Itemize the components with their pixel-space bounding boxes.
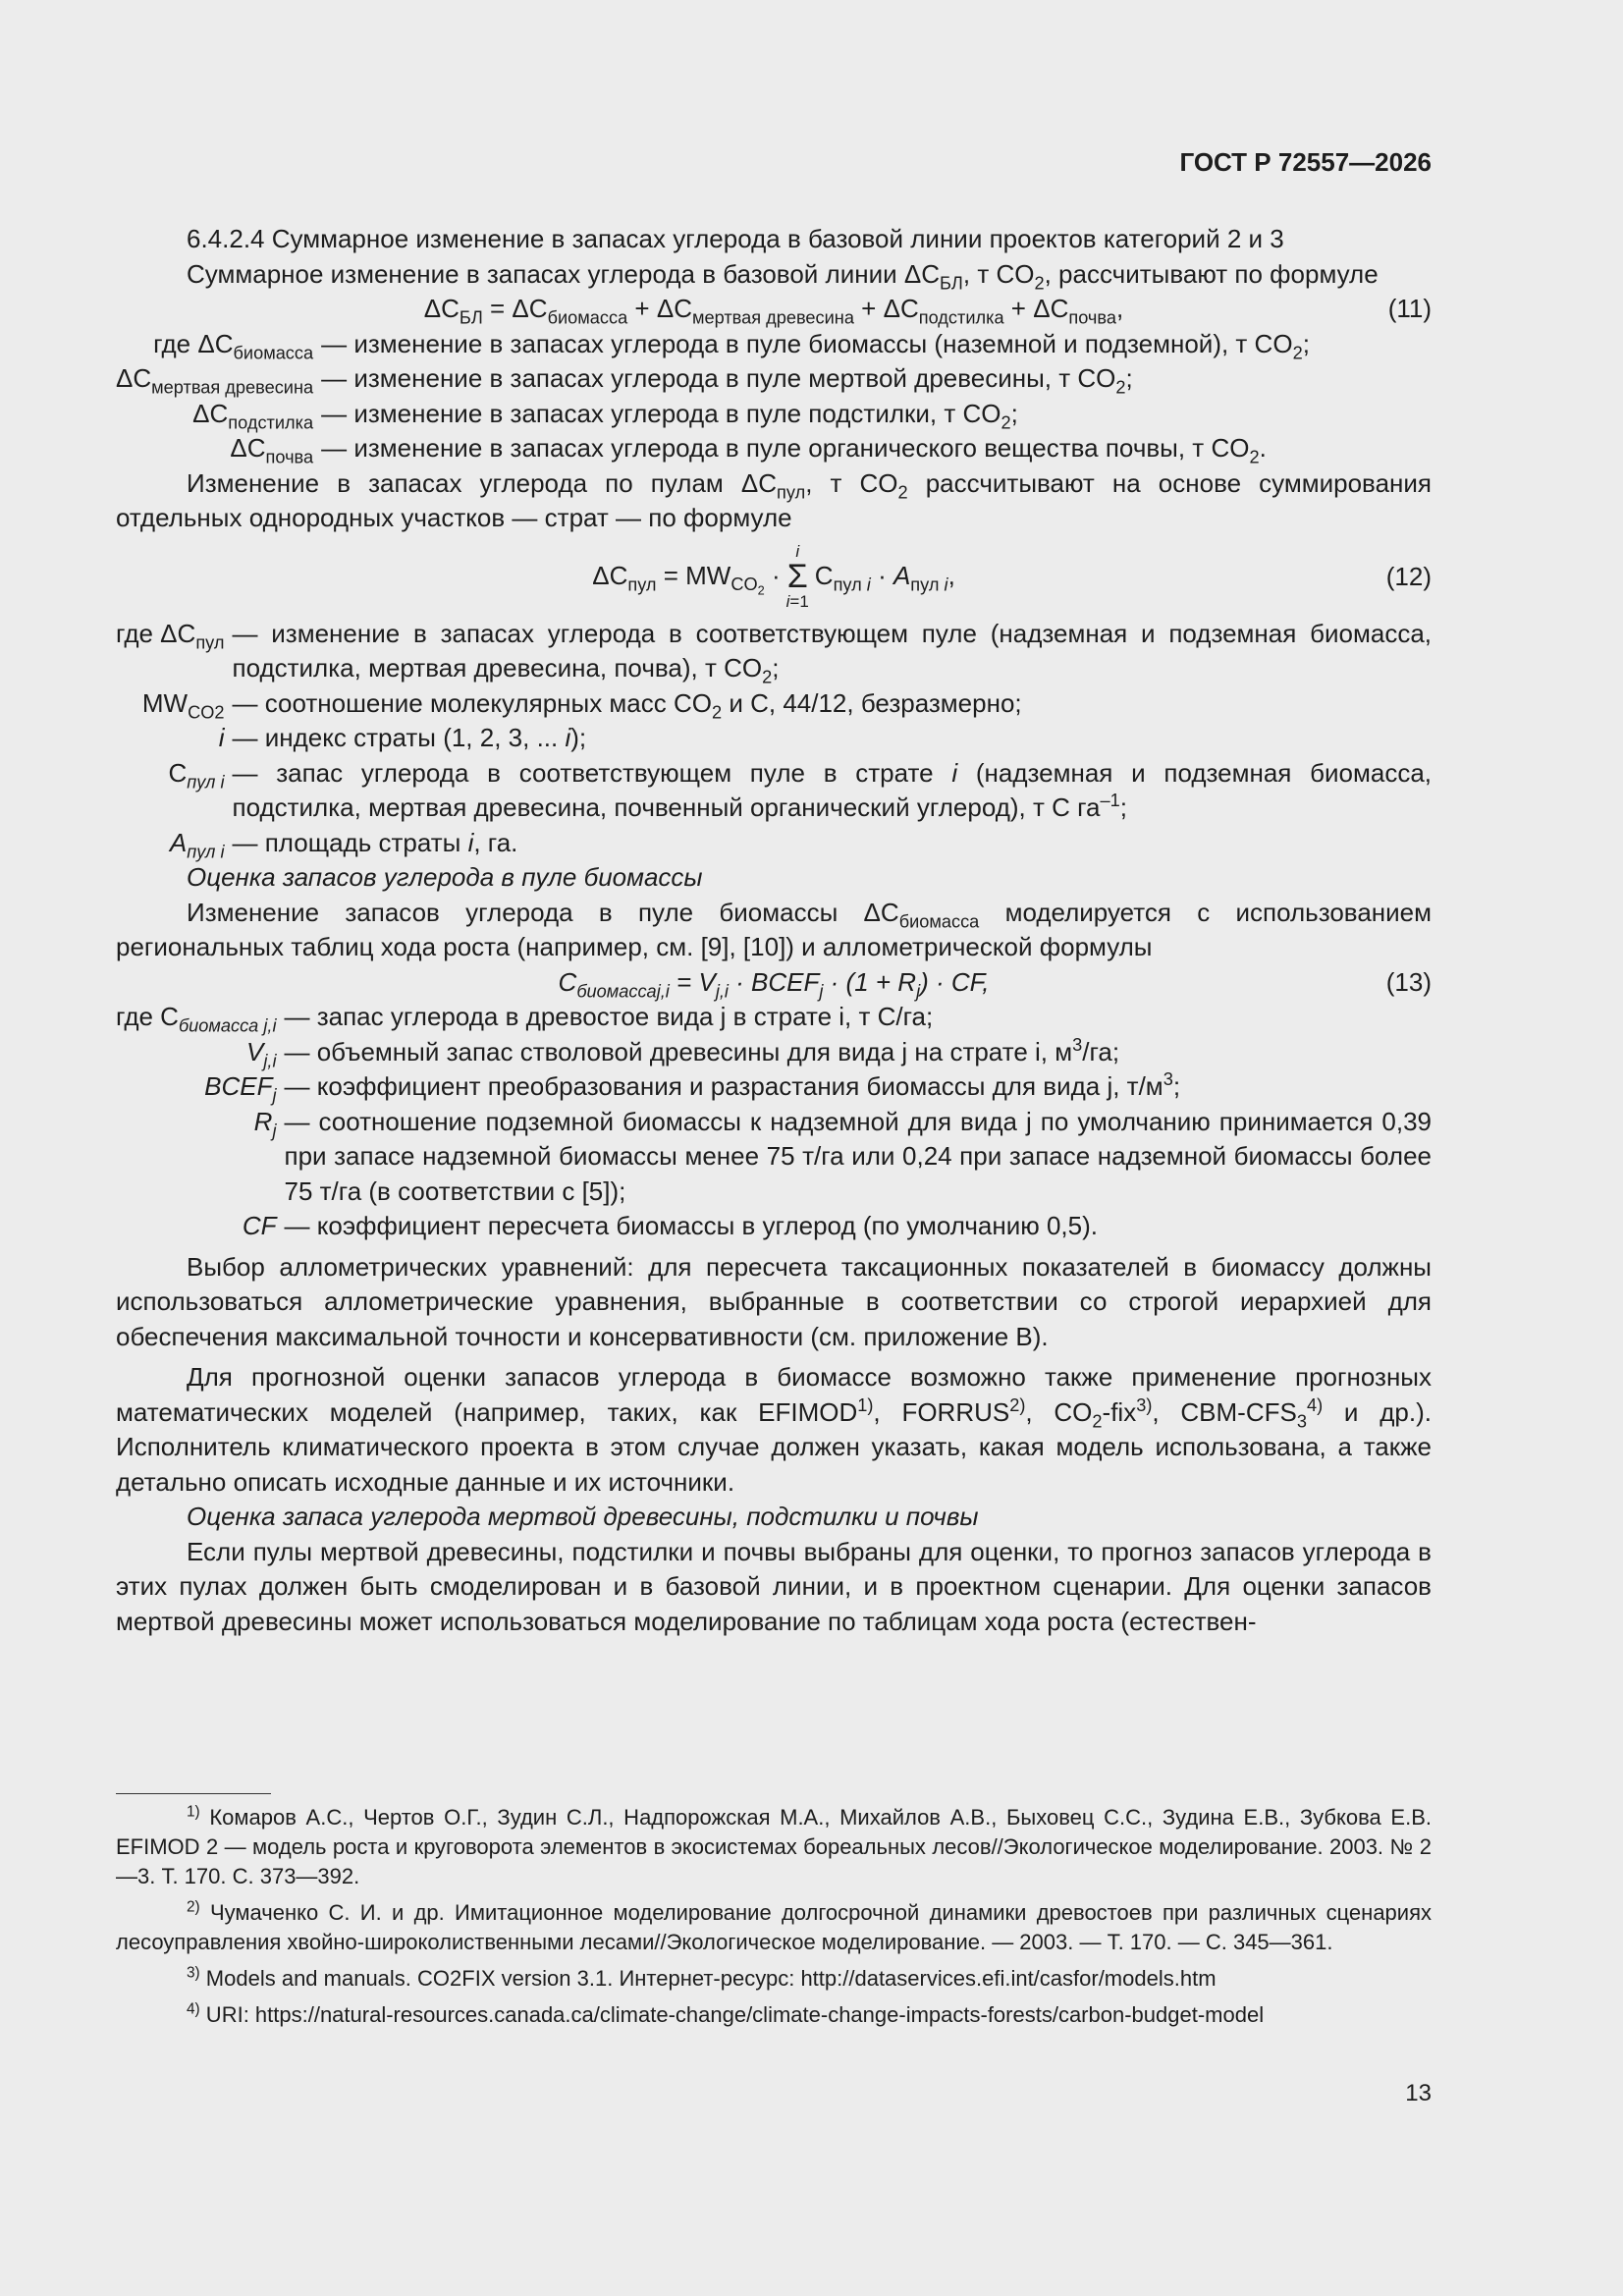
def-term: $\Delta C_{почва}$ [230, 433, 314, 467]
formula-13: $C_{биомассаj,i} = V_{j,i}$ · $BCEF_j \cdot (1 + R_j)$ · CF, (13) [558, 966, 1432, 1001]
footnote-separator [116, 1793, 271, 1794]
footnote-3: $^{3)}$ Models and manuals. CO2FIX version 3.1. Интернет-ресурс: http://dataservices.efi.int/casfor/models.htm [187, 1964, 1217, 1991]
paragraph-2: Изменение в запасах углерода по пулам $\Delta C_{пул}$, т $CO_2$ рассчитывают на основе суммирования отдельных однородных участков — страт — по формуле [116, 467, 1432, 532]
page-number: 13 [1405, 2080, 1432, 2106]
footnotes [116, 1803, 1432, 2037]
definitions-13: где $C_{биомасса j,i}$ — запас углерода в древостое вида j в страте i, т C/га; $V_{j,i}$ — объемный запас стволовой древесины для вида j на страте i, $м^3/га$; $BCEF_j$ — коэффициент преобразования и разрастания биомассы для вида j, $т/м^3$; $R_j$ — соотношение подземной биомассы к надземной для вида j по умолчанию принимается 0,39 при запасе надземной биомассы менее 75 т/га или 0,24 при запасе надземной биомассы более 75 т/га (в соответствии с [5]); CF — коэффициент пересчета биомассы в углерод (по умолчанию 0,5). [116, 1002, 1432, 1240]
def-desc: — изменение в запасах углерода в пуле биомассы (наземной и подземной), т $CO_2$; [321, 328, 1310, 362]
formula-13-number: (13) [1385, 966, 1432, 997]
heading-biomass: Оценка запасов углерода в пуле биомассы [187, 862, 703, 892]
def-desc: — изменение в запасах углерода в пуле органического вещества почвы, т $CO_2$. [321, 433, 1267, 467]
formula-12: $\Delta C_{пул} = MW_{CO_2}$ · i Σ i=1 $C_{пул i} \cdot A_{пул i}$, (12) [592, 541, 1432, 611]
heading-deadwood: Оценка запаса углерода мертвой древесины, подстилки и почвы [187, 1502, 979, 1531]
doc-code-header: ГОСТ Р 72557—2026 [1179, 147, 1432, 177]
formula-11-number: (11) [1387, 294, 1432, 323]
def-desc: — изменение в запасах углерода в пуле подстилки, т $CO_2$; [321, 398, 1018, 432]
definitions-12: где $\Delta C_{пул}$ — изменение в запасах углерода в соответствующем пуле (надземная и подземная биомасса, подстилка, мертвая древесина, почва), т $CO_2$; $MW_{CO2}$ — соотношение молекулярных масс $CO_2$ и C, 44/12, безразмерно; i — индекс страты (1, 2, 3, ... i); $C_{пул i}$ — запас углерода в соответствующем пуле в страте i (надземная и подземная биомасса, подстилка, мертвая древесина, почвенный органический углерод), т C $га^{-1}$; $A_{пул i}$ — площадь страты i, га. [116, 618, 1432, 861]
paragraph-1: Суммарное изменение в запасах углерода в базовой линии $\Delta C_{БЛ}$, т $CO_2$, рассчитывают по формуле [187, 258, 1379, 293]
def-term: $\Delta C_{мертвая древесина}$ [116, 363, 314, 398]
footnote-2: $^{2)}$ Чумаченко С. И. и др. Имитационное моделирование долгосрочной динамики древостоев при различных сценариях лесоуправления хвойно-широколиственными лесами//Экологическое моделирование. — 2003. — Т. 170. — С. 345—361. [116, 1898, 1432, 1954]
formula-11: $\Delta C_{БЛ} = \Delta C_{биомасса} + \Delta C_{мертвая древесина} + \Delta C_{подстилка} + \Delta C_{почва}$, (11) [423, 294, 1432, 328]
def-term: где $\Delta C_{биомасса}$ [153, 328, 314, 362]
page-body [116, 222, 1432, 1639]
def-desc: — изменение в запасах углерода в пуле мертвой древесины, т $CO_2$; [321, 363, 1133, 398]
footnote-1: $^{1)}$ Комаров А.С., Чертов О.Г., Зудин С.Л., Надпорожская М.А., Михайлов А.В., Быховец С.С., Зудина Е.В., Зубкова Е.В. EFIMOD 2 — модель роста и круговорота элементов в экосистемах бореальных лесов//Экологическое моделирование. 2003. № 2—3. Т. 170. С. 373—392. [116, 1803, 1432, 1888]
paragraph-5: Для прогнозной оценки запасов углерода в биомассе возможно также применение прогнозных математических моделей (например, таких, как EFIMOD$^{1)}$, FORRUS$^{2)}$, $CO_2-fix^{3)}$, CBM-$CFS_3^{4)}$ и др.). Исполнитель климатического проекта в этом случае должен указать, какая модель использована, а также детально описать исходные данные и их источники. [116, 1362, 1432, 1497]
def-term: $\Delta C_{подстилка}$ [192, 398, 314, 432]
paragraph-6: Если пулы мертвой древесины, подстилки и почвы выбраны для оценки, то прогноз запасов углерода в этих пулах должен быть смоделирован и в базовой линии, и в проектном сценарии. Для оценки запасов мертвой древесины может использоваться моделирование по таблицам хода роста (естествен- [116, 1536, 1432, 1636]
sum-sign: i Σ i=1 [785, 541, 809, 611]
definitions-11 [116, 327, 1432, 466]
paragraph-4: Выбор аллометрических уравнений: для пересчета таксационных показателей в биомассу должны использоваться аллометрические уравнения, выбранные в соответствии со строгой иерархией для обеспечения максимальной точности и консервативности (см. приложение В). [116, 1251, 1432, 1351]
paragraph-3: Изменение запасов углерода в пуле биомассы $\Delta C_{биомасса}$ моделируется с использованием региональных таблиц хода роста (например, см. [9], [10]) и аллометрической формулы [116, 897, 1432, 961]
footnote-4: $^{4)}$ URI: https://natural-resources.canada.ca/climate-change/climate-change-impacts-forests/carbon-budget-model [187, 2000, 1265, 2027]
formula-12-number: (12) [1385, 561, 1432, 591]
section-title: 6.4.2.4 Суммарное изменение в запасах углерода в базовой линии проектов категорий 2 и 3 [187, 224, 1284, 253]
